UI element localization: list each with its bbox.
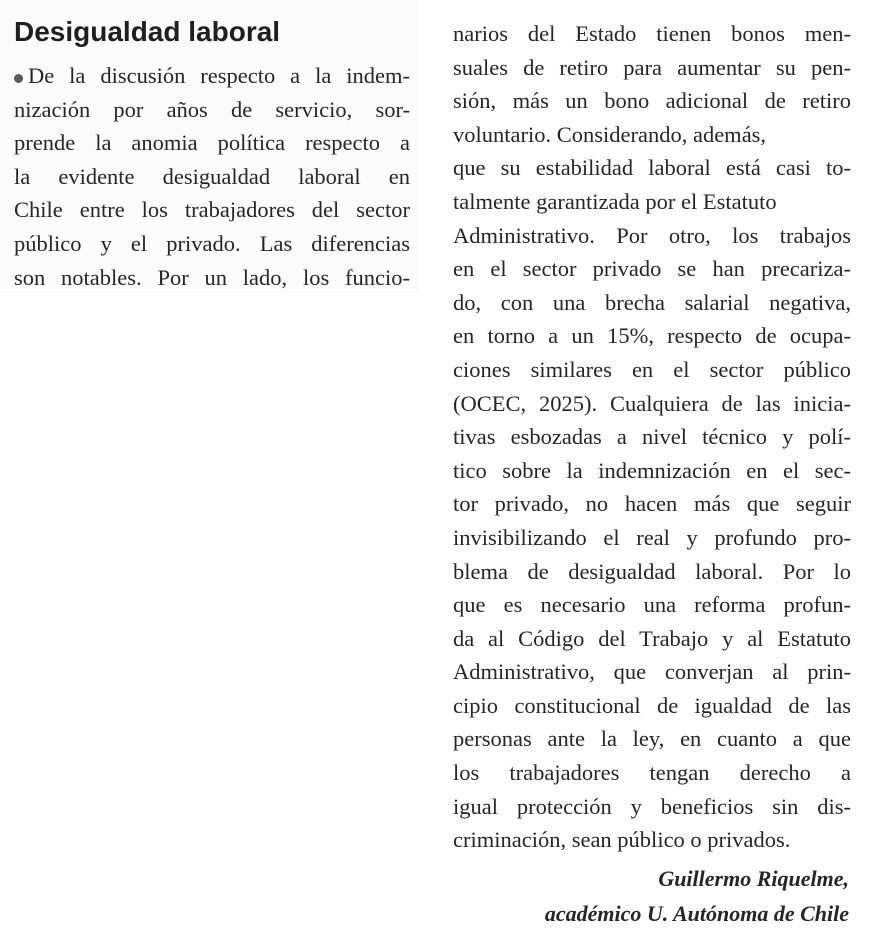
- body-line: ciones similares en el sector público: [453, 356, 851, 382]
- body-line: invisibilizando el real y profundo pro-: [453, 524, 851, 550]
- body-line: blema de desigualdad laboral. Por lo: [453, 558, 851, 584]
- body-line: [14, 59, 410, 93]
- body-line: tico sobre la indemnización en el sec-: [453, 457, 851, 483]
- body-line: público y el privado. Las diferencias: [14, 230, 410, 256]
- body-line-text: De la discusión respecto a la indem-: [28, 63, 410, 88]
- body-line: sión, más un bono adicional de retiro: [453, 88, 851, 114]
- body-line: (OCEC, 2025). Cualquiera de las inicia-: [453, 390, 851, 416]
- body-line: tivas esbozadas a nivel técnico y polí-: [453, 424, 851, 450]
- body-line: nización por años de servicio, sor-: [14, 96, 410, 122]
- body-line: la evidente desigualdad laboral en: [14, 163, 410, 189]
- bullet-icon: [14, 74, 23, 83]
- article-body-left-column: [14, 59, 410, 294]
- body-line: Chile entre los trabajadores del sector: [14, 197, 410, 223]
- body-line: do, con una brecha salarial negativa,: [453, 289, 851, 315]
- body-line: da al Código del Trabajo y al Estatuto: [453, 625, 851, 651]
- body-line: los trabajadores tengan derecho a: [453, 760, 851, 786]
- body-line: son notables. Por un lado, los funcio-: [14, 264, 410, 290]
- body-line: talmente garantizada por el Estatuto: [453, 188, 777, 214]
- body-line: igual protección y beneficios sin dis-: [453, 793, 851, 819]
- body-line: narios del Estado tienen bonos men-: [453, 21, 851, 46]
- body-line: prende la anomia política respecto a: [14, 130, 410, 156]
- body-line: en torno a un 15%, respecto de ocupa-: [453, 323, 851, 349]
- article-headline: Desigualdad laboral: [14, 16, 281, 47]
- body-line: que su estabilidad laboral está casi to-: [453, 155, 851, 181]
- author-name: Guillermo Riquelme,: [658, 866, 849, 891]
- body-line: Administrativo. Por otro, los trabajos: [453, 222, 851, 248]
- body-line: que es necesario una reforma profun-: [453, 592, 851, 618]
- body-line: personas ante la ley, en cuanto a que: [453, 726, 851, 752]
- body-line: voluntario. Considerando, además,: [453, 121, 767, 147]
- article-body-right-column: [453, 17, 851, 857]
- author-affiliation: académico U. Autónoma de Chile: [544, 901, 849, 926]
- body-line: criminación, sean público o privados.: [453, 827, 791, 853]
- body-line: tor privado, no hacen más que seguir: [453, 491, 851, 517]
- body-line: Administrativo, que converjan al prin-: [453, 659, 851, 685]
- body-line: cipio constitucional de igualdad de las: [453, 692, 851, 718]
- body-line: en el sector privado se han precariza-: [453, 256, 851, 282]
- body-line: suales de retiro para aumentar su pen-: [453, 54, 851, 80]
